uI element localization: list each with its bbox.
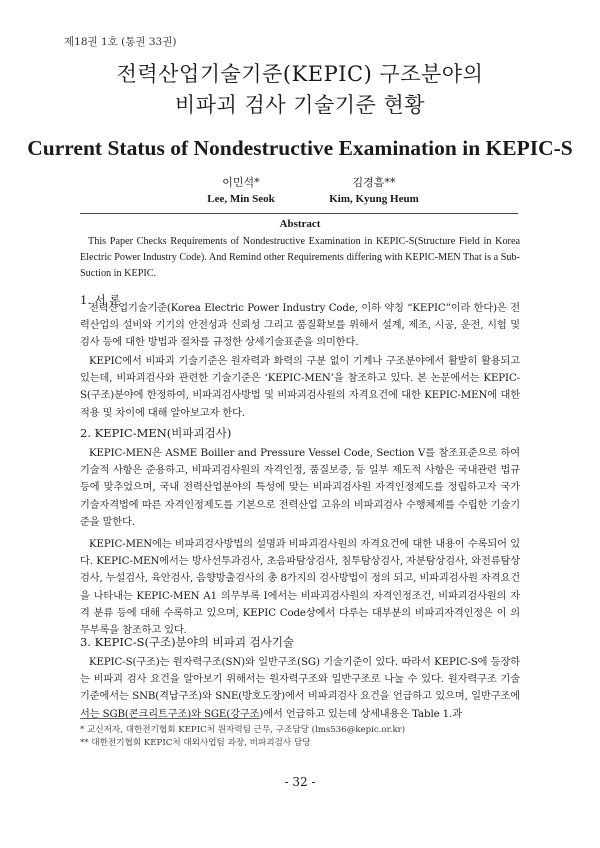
section-2-paragraph-1: KEPIC-MEN은 ASME Boiller and Pressure Vessel Code, Section V를 참조표준으로 하여 기술적 사항은 준용하고, 비파괴검사원의 자격인정, 품질보증, 등 일부 제도적 사항은 국내관련 법규 등에 맞추었으며, 국내 전력산업분야의 특성에 맞는 비파괴검사원 자격인정제도를 정립하고자 국가기술자격법에 따른 자격인정제도를 기본으로 전력산업 고유의 비파괴검사 수행체제를 수립한 기술기준을 말한다. <box>80 448 520 528</box>
section-1-title: 1. 서 론 <box>80 293 121 307</box>
abstract-divider <box>80 213 518 214</box>
section-2-paragraph-2: KEPIC-MEN에는 비파괴검사방법의 설명과 비파괴검사원의 자격요건에 대한 내용이 수록되어 있다. KEPIC-MEN에서는 방사선투과검사, 초음파탐상검사, 침투탐상검사, 자분탐상검사, 와전류탐상검사, 누설검사, 육안검사, 음향방출검사의 총 8가지의 검사방법이 정의 되고, 비파괴검사원 자격요건을 나타내는 KEPIC-MEN A1 의무부록 I에서는 비파괴검사원의 자격인정조건, 비파괴검사원의 자격 분류 등에 대해 수록하고 있으며, KEPIC Code상에서 다루는 대부분의 비파괴자격인정은 이 의무부록을 참조하고 있다. <box>80 539 520 637</box>
english-title: Current Status of Nondestructive Examination in KEPIC-S <box>27 136 573 160</box>
author-1 <box>186 177 296 205</box>
abstract-text: This Paper Checks Requirements of Nondestructive Examination in KEPIC-S(Structure Field in Korea Electric Power Industry Code). And Remind other Requirements differing with KEPIC-MEN That is a Sub-Suction in KEPIC. <box>80 236 520 279</box>
author-2-korean-name: 김경흠** <box>352 176 396 189</box>
journal-issue-info: 제18권 1호 (통권 33권) <box>64 36 177 48</box>
korean-title-line1: 전력산업기술기준(KEPIC) 구조분야의 <box>116 62 484 86</box>
section-3-paragraph-1: KEPIC-S(구조)는 원자력구조(SN)와 일반구조(SG) 기술기준이 있다. 따라서 KEPIC-S에 등장하는 비파괴 검사 요건을 알아보기 위해서는 원자력구조와 일반구조로 나눌 수 있다. 원자력구조 기술기준에서는 SNB(격납구조)와 SNE(방호도장)에서 비파괴검사 요건을 언급하고 있으며, 일반구조에서는 SGB(콘크리트구조)와 SGE(강구조)에서 언급하고 있는데 상세내용은 Table 1.과 <box>80 657 520 720</box>
author-2 <box>309 177 439 205</box>
korean-title-line2: 비파괴 검사 기술기준 현황 <box>174 93 426 117</box>
footnote-divider <box>80 718 260 719</box>
section-3-title: 3. KEPIC-S(구조)분야의 비파괴 검사기술 <box>80 635 295 649</box>
author-1-english-name: Lee, Min Seok <box>207 193 275 205</box>
footnote-2: ** 대한전기협회 KEPIC처 대외사업팀 과장, 비파괴검사 담당 <box>80 738 311 748</box>
footnote-1: * 교신저자, 대한전기협회 KEPIC처 원자력팀 근무, 구조담당 (lms536@kepic.or.kr) <box>80 725 406 735</box>
author-2-english-name: Kim, Kyung Heum <box>329 193 419 205</box>
section-1-paragraph-2: KEPIC에서 비파괴 기술기준은 원자력과 화력의 구분 없이 기계나 구조분야에서 활발히 활용되고 있는데, 비파괴검사와 관련한 기술기준은 ‘KEPIC-MEN’을 참조하고 있다. 본 논문에서는 KEPIC-S(구조)분야에 한정하여, 비파괴검사방법 및 비파괴검사원의 자격요건에 대한 KEPIC-MEN에 대한 적용 및 차이에 대해 알아보고자 한다. <box>80 356 520 419</box>
page-number: - 32 - <box>284 775 316 789</box>
author-1-korean-name: 이민석* <box>222 176 260 189</box>
section-2-title: 2. KEPIC-MEN(비파괴검사) <box>80 426 232 440</box>
section-1-paragraph-1: 전력산업기술기준(Korea Electric Power Industry Code, 이하 약칭 “KEPIC”이라 한다)은 전력산업의 설비와 기기의 안전성과 신뢰성 그리고 품질확보를 위해서 설계, 제조, 시공, 운전, 시험 및 검사 등에 대한 방법과 절차를 규정한 상세기술표준을 의미한다. <box>80 303 520 349</box>
abstract-heading: Abstract <box>279 218 321 230</box>
